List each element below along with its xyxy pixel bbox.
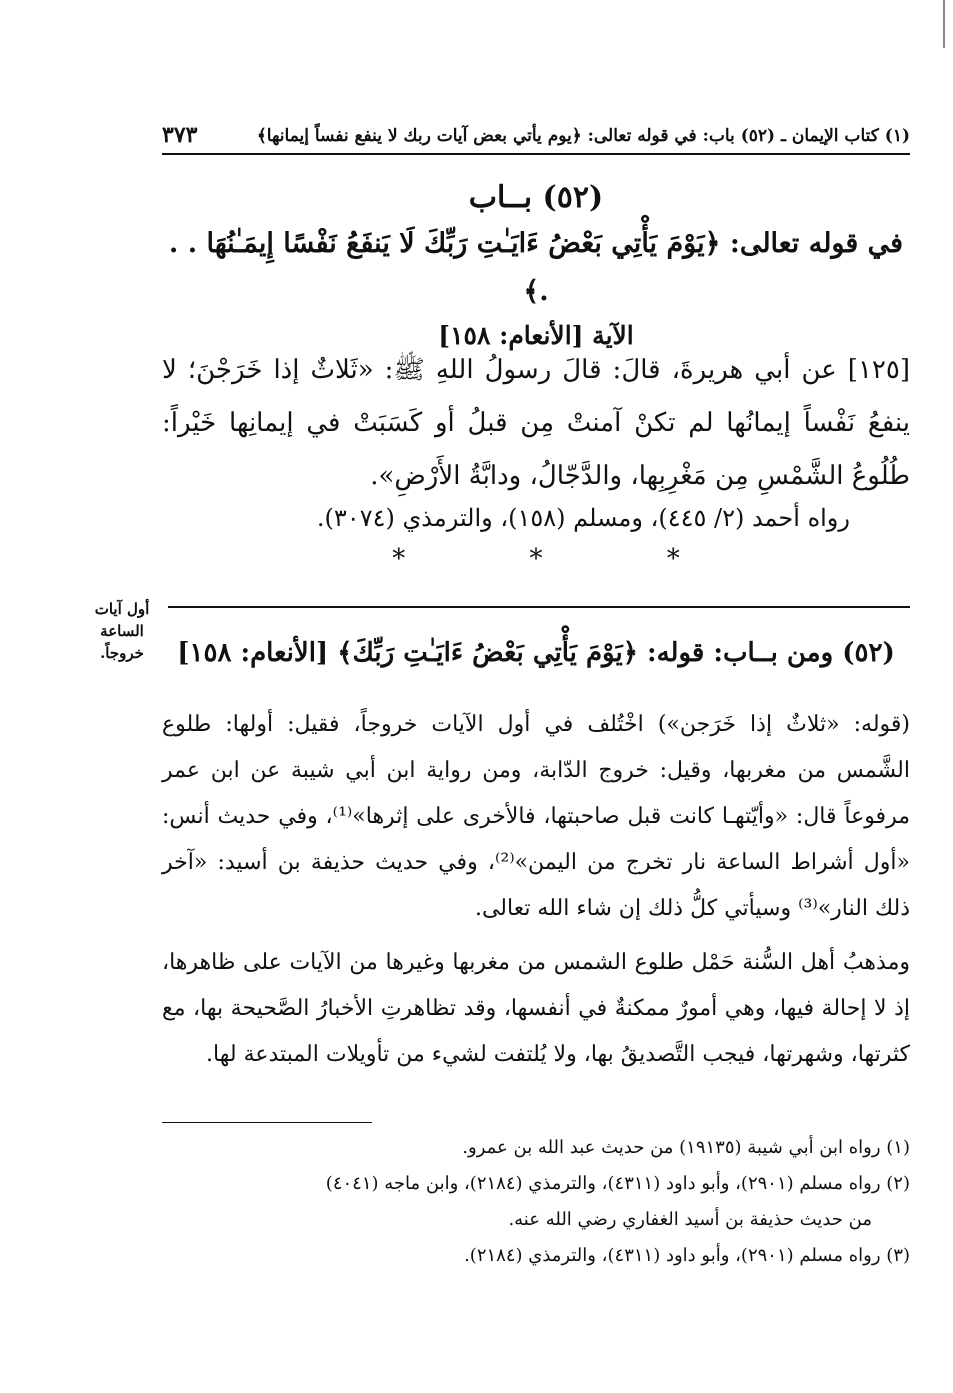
section-rule [168,606,910,608]
commentary-heading: (٥٢) ومن بــاب: قوله: ﴿يَوْمَ يَأْتِي بَعْضُ ءَايَـٰتِ رَبِّكَ﴾ [الأنعام: ١٥٨] [177,638,895,668]
commentary-paragraph-2: ومذهبُ أهل السُّنة حَمْل طلوع الشمس من مغربها وغيرها من الآيات على ظاهرها، إذ لا إحالة فيها، وهي أمورٌ ممكنةٌ في أنفسها، وقد تظاهرتِ الأخبارُ الصَّحيحة بها، مع كثرتها، وشهرتها، فيجب التَّصديقُ بها، ولا يُلتفت لشيء من تأويلات المبتدعة لها. [162,950,910,1067]
commentary-paragraph-1: (قوله: «ثلاثٌ إذا خَرَجن») اخْتُلف في أول الآيات خروجاً، فقيل: أولها: طلوع الشَّمس من مغربها، وقيل: خروج الدّابة، ومن رواية ابن أبي شيبة عن ابن عمر مرفوعاً قال: «وأيّتهـا كانت قبل صاحبتها، فالأخرى على إثرها»⁽¹⁾، وفي حديث أنس: «أول أشراط الساعة نار تخرج من اليمن»⁽²⁾، وفي حديث حذيفة بن أسيد: «آخر ذلك النار»⁽³⁾ وسيأتي كلُّ ذلك إن شاء الله تعالى. [162,712,910,921]
page-number: ٣٧٣ [162,122,198,148]
hadith-text: [١٢٥] عن أبي هريرةَ، قالَ: قالَ رسولُ اللهِ ﷺ: «ثَلاثٌ إذا خَرَجْنَ؛ لا ينفعُ نَفْساً إيمانُها لم تكنْ آمنتْ مِن قبلُ أو كَسَبَتْ في إيمانِها خَيْراً: طُلُوعُ الشَّمْسِ مِن مَغْرِبِها، والدَّجّالُ، ودابَّةُ الأَرْضِ». [162,355,910,491]
footnote-2-continued: من حديث حذيفة بن أسيد الغفاري رضي الله عنه. [508,1209,872,1230]
hadith-source: رواه أحمد (٢/ ٤٤٥)، ومسلم (١٥٨)، والترمذي (٣٠٧٤). [316,504,850,532]
header-rule [162,153,910,155]
chapter-reference: الآية [الأنعام: ١٥٨] [438,321,634,350]
margin-note: أول آيات الساعة خروجاً. [94,600,150,662]
footnotes [162,1130,910,1274]
section-separator-stars: * * * [392,544,738,574]
chapter-number: (٥٢) بــاب [468,180,604,215]
chapter-heading [162,176,910,356]
book-page [162,112,910,1372]
footnote-1: (١) رواه ابن أبي شيبة (١٩١٣٥) من حديث عبد الله بن عمرو. [462,1137,910,1158]
running-title: (١) كتاب الإيمان ـ (٥٢) باب: في قوله تعالى: ﴿يوم يأتي بعض آيات ربك لا ينفع نفساً إيمانها﴾ [256,125,910,146]
chapter-title: في قوله تعالى: ﴿يَوْمَ يَأْتِي بَعْضُ ءَايَـٰتِ رَبِّكَ لَا يَنفَعُ نَفْسًا إِيمَـٰنُهَا . . .﴾ [168,228,904,307]
footnote-rule [162,1122,372,1123]
scan-edge-line [943,0,945,48]
footnote-2: (٢) رواه مسلم (٢٩٠١)، وأبو داود (٤٣١١)، والترمذي (٢١٨٤)، وابن ماجه (٤٠٤١) [325,1173,910,1194]
footnote-3: (٣) رواه مسلم (٢٩٠١)، وأبو داود (٤٣١١)، والترمذي (٢١٨٤). [464,1245,910,1266]
running-header [162,120,910,150]
